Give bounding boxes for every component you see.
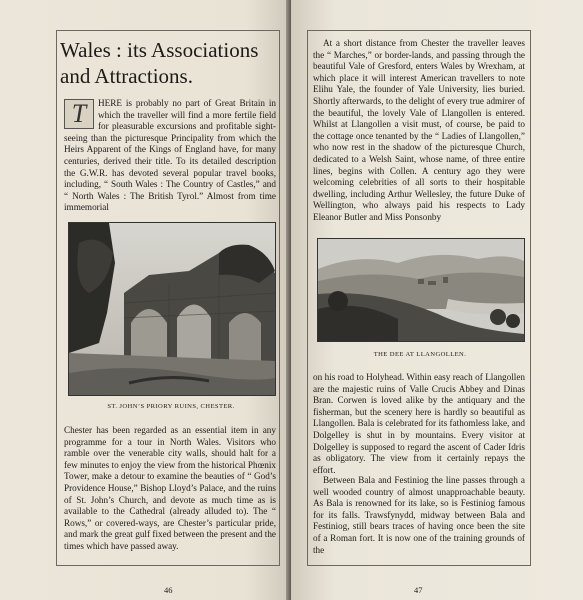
chester-to-llangollen-paragraph: At a short distance from Chester the traveller leaves the “ Marches,” or border-lands, and passing through the beautiful Vale of Gresford, enters Wales by Wrexham, at which place it will interest American travellers to note Elihu Yale, the founder of Yale University, lies buried. Shortly afterwards, to the delight of every true admirer of the beautiful, the lovely Vale of Llangollen is entered. Whilst at Llangollen a visit must, of course, be paid to the cottage once tenanted by the “ Ladies of Llangollen,” who now rest in the shadow of the picturesque Church, dedicated to a Welsh Saint, whose name, of three entire lines, begins with Collen. A century ago they were welcoming celebrities of all sorts to their hospitable dwelling, including Arthur Wellesley, the future Duke of Wellington, who always paid his respects to Lady Eleanor Butler and Miss Ponsonby: [313, 38, 525, 222]
llangollen-sights-paragraph: on his road to Holyhead. Within easy reach of Llangollen are the majestic ruins of Valle Crucis Abbey and Dinas Bran. Corwen is loved alike by the antiquary and the fisherman, but the scenery here is hardly so beautiful as Llangollen. Bala is celebrated for its fathomless lake, and Dolgelley is shut in by mountains. Every visitor at Dolgelley is supposed to regard the ascent of Cader Idris as obligatory. The view from it certainly repays the effort.: [313, 372, 525, 475]
title-line-2: and Attractions.: [60, 64, 193, 88]
dropcap-letter: T: [64, 99, 94, 129]
intro-paragraph: [64, 98, 276, 214]
right-page: [291, 0, 583, 600]
title-line-1: Wales : its Associations: [60, 38, 259, 62]
dee-valley-illustration: [318, 239, 524, 341]
priory-ruins-photo: [68, 222, 276, 396]
article-title: [60, 37, 276, 89]
left-page: [0, 0, 290, 600]
bala-festiniog-paragraph: Between Bala and Festiniog the line passes through a well wooded country of almost unapproachable beauty. As Bala is renowned for its lake, so is Festiniog famous for its falls. Trawsfynydd, midway between Bala and Festiniog, still bears traces of having once been the site of a Roman fort. It is now one of the training grounds of the: [313, 475, 525, 555]
dee-llangollen-photo: [317, 238, 525, 342]
page-number-right: 47: [414, 585, 423, 595]
priory-ruins-illustration: [69, 223, 275, 395]
priory-photo-caption: ST. JOHN’S PRIORY RUINS, CHESTER.: [107, 403, 235, 410]
intro-text: HERE is probably no part of Great Britain in which the traveller will find a more fertile field for pleasurable excursions and profitable sight-seeing than the picturesque Principality from which the Heirs Apparent of the Kings of England have, for many centuries, derived their title. To its detailed description the G.W.R. has devoted several popular travel books, including, “ South Wales : The Country of Castles,” and “ North Wales : The British Tyrol.” Almost from time immemorial: [64, 98, 276, 213]
dee-photo-caption: THE DEE AT LLANGOLLEN.: [373, 351, 467, 358]
page-number-left: 46: [164, 585, 173, 595]
chester-paragraph: Chester has been regarded as an essential item in any programme for a tour in North Wales. Visitors who ramble over the venerable city walls, should halt for a few minutes to enjoy the view from the historical Phœnix Tower, make a detour to examine the beauties of “ God’s Providence House,” Bishop Lloyd’s Palace, and the ruins of St. John’s Church, and devote as much time as is available to the Cathedral (already alluded to). The “ Rows,” or covered-ways, are Chester’s particular pride, and mark the great gulf fixed between the present and the times which have passed away.: [64, 425, 276, 551]
